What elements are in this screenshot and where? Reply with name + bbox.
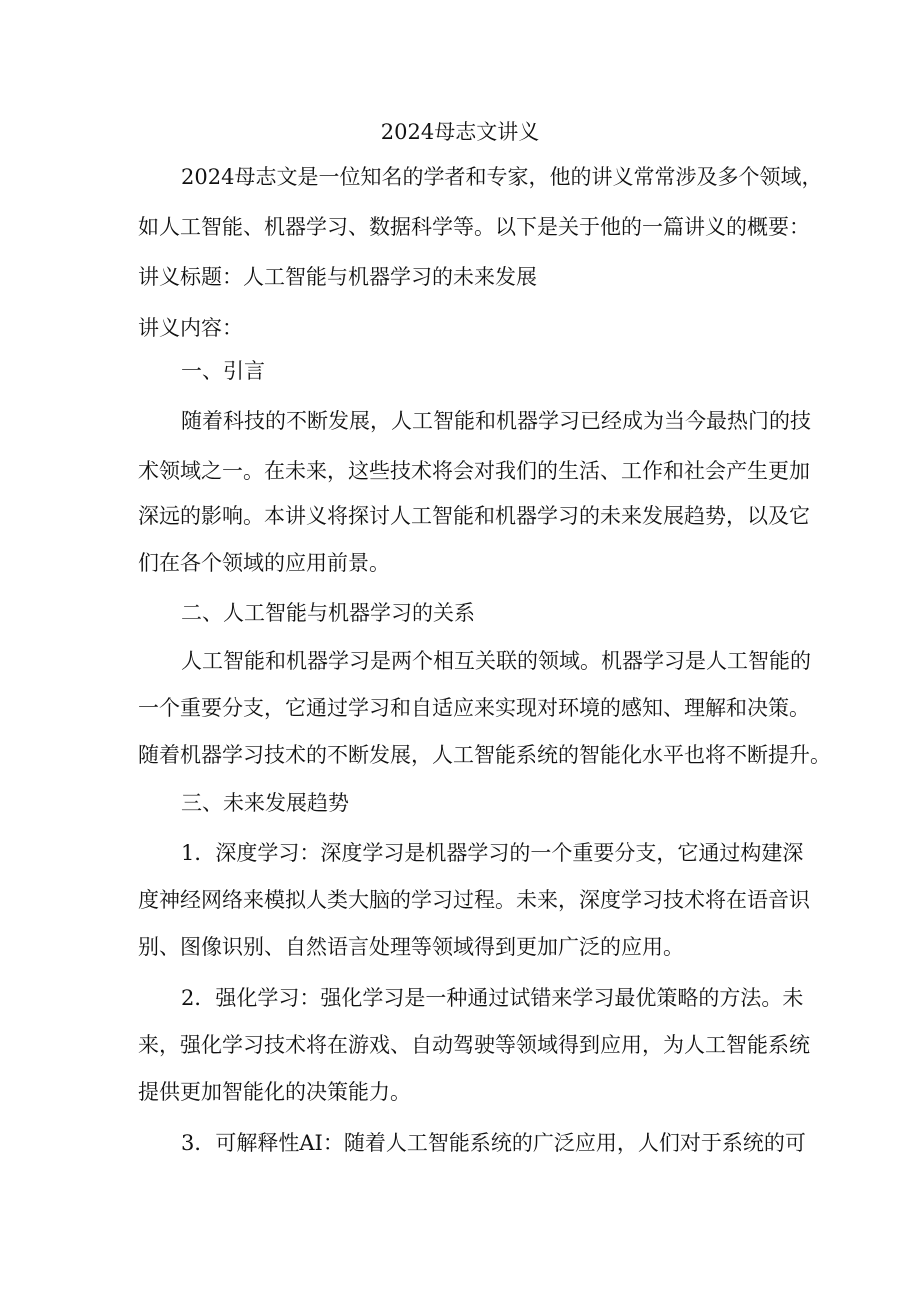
paragraph-line: 们在各个领域的应用前景。 (138, 551, 390, 575)
list-item-line: 来，强化学习技术将在游戏、自动驾驶等领域得到应用，为人工智能系统 (138, 1033, 810, 1057)
list-item-line: 别、图像识别、自然语言处理等领域得到更加广泛的应用。 (138, 935, 684, 959)
lecture-title: 讲义标题：人工智能与机器学习的未来发展 (138, 265, 537, 289)
list-item-line: 1．深度学习：深度学习是机器学习的一个重要分支，它通过构建深 (181, 841, 804, 865)
intro-line-2: 如人工智能、机器学习、数据科学等。以下是关于他的一篇讲义的概要： (138, 215, 810, 239)
intro-line-1: 2024母志文是一位知名的学者和专家，他的讲义常常涉及多个领域， (181, 165, 823, 189)
list-item-line: 提供更加智能化的决策能力。 (138, 1080, 411, 1104)
list-item-line: 2．强化学习：强化学习是一种通过试错来学习最优策略的方法。未 (181, 986, 804, 1010)
section-heading-relation: 二、人工智能与机器学习的关系 (181, 601, 475, 625)
list-item-line: 度神经网络来模拟人类大脑的学习过程。未来，深度学习技术将在语音识 (138, 888, 810, 912)
content-label: 讲义内容： (138, 316, 243, 340)
list-item-line: 3．可解释性AI：随着人工智能系统的广泛应用，人们对于系统的可 (181, 1131, 806, 1155)
paragraph-line: 随着机器学习技术的不断发展，人工智能系统的智能化水平也将不断提升。 (138, 743, 831, 767)
section-heading-trends: 三、未来发展趋势 (181, 791, 349, 815)
section-heading-intro: 一、引言 (181, 359, 265, 383)
document-title: 2024母志文讲义 (380, 120, 540, 144)
paragraph-line: 深远的影响。本讲义将探讨人工智能和机器学习的未来发展趋势，以及它 (138, 504, 810, 528)
paragraph-line: 随着科技的不断发展，人工智能和机器学习已经成为当今最热门的技 (181, 409, 811, 433)
paragraph-line: 术领域之一。在未来，这些技术将会对我们的生活、工作和社会产生更加 (138, 459, 810, 483)
paragraph-line: 一个重要分支，它通过学习和自适应来实现对环境的感知、理解和决策。 (138, 696, 810, 720)
paragraph-line: 人工智能和机器学习是两个相互关联的领域。机器学习是人工智能的 (181, 649, 811, 673)
